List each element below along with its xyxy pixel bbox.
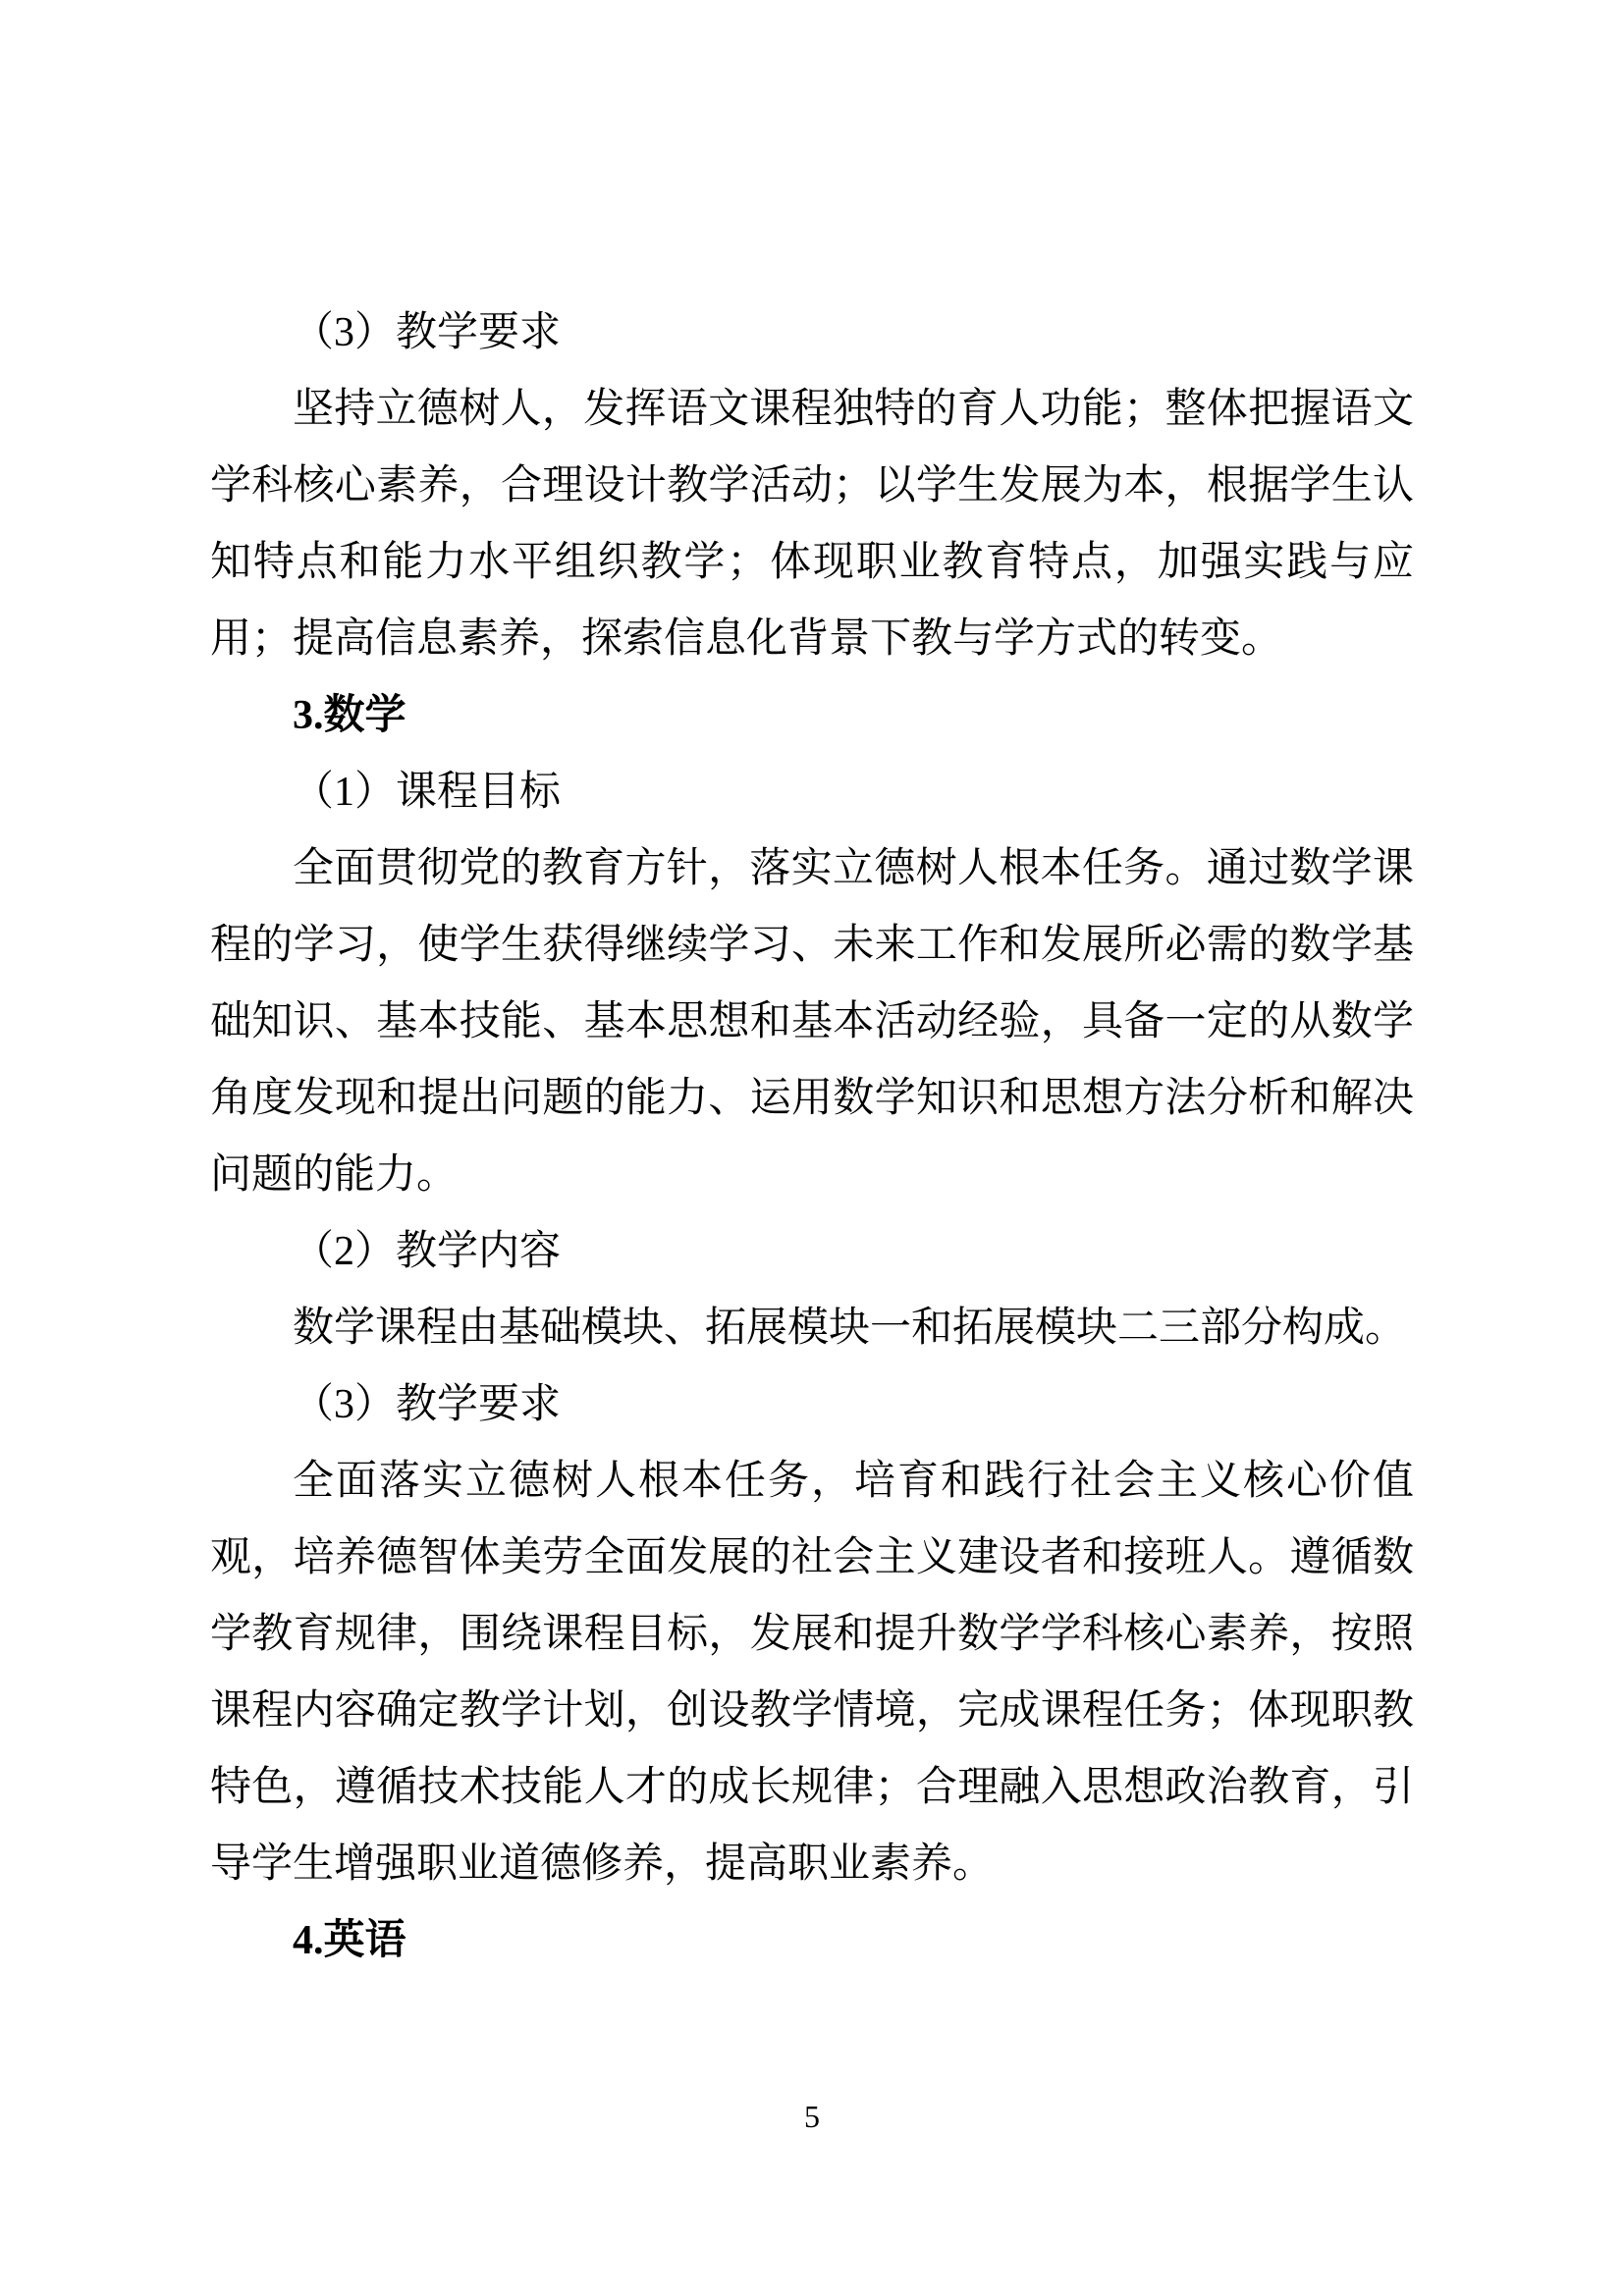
paragraph-math-course-objectives: 全面贯彻党的教育方针，落实立德树人根本任务。通过数学课程的学习，使学生获得继续学习、未来工作和发展所必需的数学基础知识、基本技能、基本思想和基本活动经验，具备一定的从数学角度发现和提出问题的能力、运用数学知识和思想方法分析和解决问题的能力。 [210, 846, 1414, 1198]
subheading-math-teaching-content: （2）教学内容 [293, 1229, 562, 1274]
heading-math-section: 3.数学 [293, 693, 406, 738]
page-number: 5 [804, 2099, 820, 2134]
subheading-math-course-objectives: （1）课程目标 [293, 770, 562, 815]
page-content [210, 294, 1414, 1979]
paragraph-chinese-teaching-requirements: 坚持立德树人，发挥语文课程独特的育人功能；整体把握语文学科核心素养，合理设计教学活动；以学生发展为本，根据学生认知特点和能力水平组织教学；体现职业教育特点，加强实践与应用；提高信息素养，探索信息化背景下教与学方式的转变。 [210, 387, 1414, 662]
subheading-chinese-teaching-requirements: （3）教学要求 [293, 310, 562, 355]
heading-english-section: 4.英语 [293, 1918, 406, 1963]
subheading-math-teaching-requirements: （3）教学要求 [293, 1382, 562, 1427]
paragraph-math-teaching-content: 数学课程由基础模块、拓展模块一和拓展模块二三部分构成。 [293, 1306, 1407, 1351]
paragraph-math-teaching-requirements: 全面落实立德树人根本任务，培育和践行社会主义核心价值观，培养德智体美劳全面发展的社会主义建设者和接班人。遵循数学教育规律，围绕课程目标，发展和提升数学学科核心素养，按照课程内容确定教学计划，创设教学情境，完成课程任务；体现职教特色，遵循技术技能人才的成长规律；合理融入思想政治教育，引导学生增强职业道德修养，提高职业素养。 [210, 1459, 1414, 1887]
page-footer [0, 2099, 1624, 2134]
